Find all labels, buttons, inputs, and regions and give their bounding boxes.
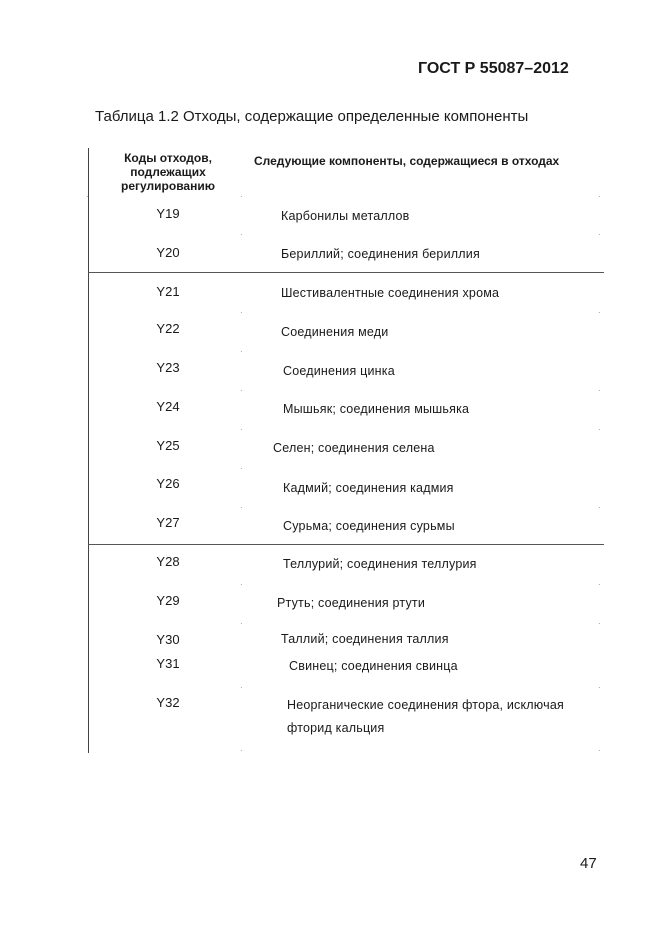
scan-speck: · — [240, 230, 243, 239]
scan-speck: · — [598, 683, 601, 692]
document-id: ГОСТ Р 55087–2012 — [418, 60, 569, 77]
table-row-code: Y23 — [156, 360, 180, 375]
table-row-component: Карбонилы металлов — [281, 209, 410, 223]
scan-speck: · — [240, 619, 243, 628]
table-row-code: Y27 — [156, 515, 180, 530]
table-caption: Таблица 1.2 Отходы, содержащие определенные компоненты — [95, 108, 529, 125]
scan-speck: · — [86, 192, 89, 201]
table-row-code: Y19 — [156, 206, 180, 221]
scan-speck: · — [240, 192, 243, 201]
scan-speck: · — [598, 386, 601, 395]
scan-speck: · — [240, 464, 243, 473]
scan-speck: · — [598, 425, 601, 434]
table-row-code: Y25 — [156, 438, 180, 453]
scan-speck: · — [598, 503, 601, 512]
table-row-code: Y26 — [156, 476, 180, 491]
scan-speck: · — [240, 386, 243, 395]
scan-speck: · — [598, 746, 601, 755]
column-header-codes: Коды отходов, подлежащих регулированию — [121, 151, 215, 193]
scan-speck: · — [240, 683, 243, 692]
table-row-code: Y32 — [156, 695, 180, 710]
table-row-code: Y21 — [156, 284, 180, 299]
scan-speck: · — [240, 746, 243, 755]
table-row-code: Y31 — [156, 656, 180, 671]
table-row-component: Соединения меди — [281, 325, 389, 339]
scan-speck: · — [240, 308, 243, 317]
table-row-component: Соединения цинка — [283, 364, 395, 378]
page-number: 47 — [580, 855, 597, 872]
scan-speck: · — [240, 347, 243, 356]
table-row-component: Бериллий; соединения бериллия — [281, 247, 480, 261]
scan-speck: · — [598, 230, 601, 239]
column-header-components: Следующие компоненты, содержащиеся в отходах — [254, 154, 560, 168]
scan-speck: · — [598, 308, 601, 317]
table-left-border — [88, 148, 89, 753]
table-row-code: Y29 — [156, 593, 180, 608]
scan-speck: · — [598, 580, 601, 589]
table-row-component: Таллий; соединения таллия — [281, 632, 449, 646]
table-row-component: Кадмий; соединения кадмия — [283, 481, 454, 495]
table-row-component: Свинец; соединения свинца — [289, 659, 458, 673]
table-row-component: Сурьма; соединения сурьмы — [283, 519, 455, 533]
scan-speck: · — [240, 580, 243, 589]
table-row-component: Неорганические соединения фтора, исключая фторид кальция — [287, 698, 564, 735]
table-row-component: Шестивалентные соединения хрома — [281, 286, 500, 300]
table-row-code: Y24 — [156, 399, 180, 414]
table-row-code: Y30 — [156, 632, 180, 647]
scan-speck: · — [598, 619, 601, 628]
table-divider — [88, 544, 604, 545]
scan-speck: · — [240, 425, 243, 434]
table-row-code: Y28 — [156, 554, 180, 569]
table-row-component: Селен; соединения селена — [273, 441, 435, 455]
table-divider — [88, 272, 604, 273]
table-row-component: Мышьяк; соединения мышьяка — [283, 402, 470, 416]
table-row-code: Y20 — [156, 245, 180, 260]
scan-speck: · — [598, 192, 601, 201]
scan-speck: · — [240, 503, 243, 512]
table-row-component: Ртуть; соединения ртути — [277, 596, 426, 610]
table-row-code: Y22 — [156, 321, 180, 336]
table-row-component: Теллурий; соединения теллурия — [283, 557, 477, 571]
